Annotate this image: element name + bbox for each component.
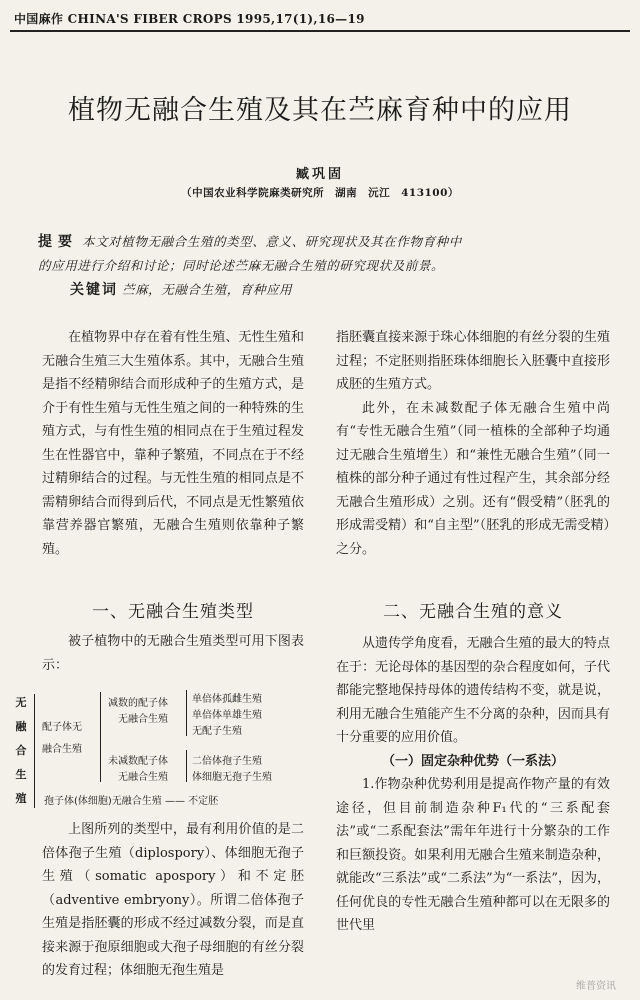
tree-reduced-2: 无融合生殖	[118, 714, 168, 725]
brace-unreduced	[186, 750, 187, 782]
paragraph-4: 1.作物杂种优势利用是提高作物产量的有效途径，但目前制造杂种F₁代的“三系配套法”或“二系配套法”需年年进行十分繁杂的工作和巨额投资。如果利用无融合生殖来制造杂种，就能改“三系法”或“二系法”为“一系法”，因为，任何优良的专性无融合生殖种都可以在无限多的世代里	[336, 777, 610, 933]
abstract	[38, 230, 598, 278]
paper-title: 植物无融合生殖及其在苎麻育种中的应用	[68, 95, 572, 126]
section-1-intro: 被子植物中的无融合生殖类型可用下图表示：	[42, 634, 304, 673]
keywords	[70, 278, 292, 302]
tree-unreduced-1: 未减数配子体	[108, 756, 168, 767]
author: 臧巩固	[295, 167, 344, 182]
brace-gametophytic	[100, 692, 101, 782]
intro-paragraph: 在植物界中存在着有性生殖、无性生殖和无融合生殖三大生殖体系。其中，无融合生殖是指不经精卵结合而形成种子的生殖方式，是介于有性生殖与无性生殖之间的一种特殊的生殖方式，与有性生殖的相同点在于生殖过程发生在性器官中，靠种子繁殖，不同点在于不经过精卵结合的过程。与无性生殖的相同点是不需精卵结合而得到后代，不同点是无性繁殖依靠营养器官繁殖，无融合生殖则依靠种子繁殖。	[42, 330, 304, 557]
keywords-label: 关键词	[70, 282, 118, 298]
tree-gametophytic-2: 融合生殖	[42, 744, 82, 755]
tree-root-char-5: 殖	[15, 792, 27, 805]
tree-diplospory: 二倍体孢子生殖	[192, 756, 262, 767]
continuation-paragraph: 指胚囊直接来源于珠心体细胞的有丝分裂的生殖过程；不定胚则指胚珠体细胞长入胚囊中直接形成胚的生殖方式。	[336, 330, 610, 392]
tree-sporophytic: 孢子体(体细胞)无融合生殖 —— 不定胚	[44, 796, 219, 807]
journal-header: 中国麻作 CHINA'S FIBER CROPS 1995,17(1),16—19	[14, 12, 365, 26]
tree-root-char-3: 合	[15, 744, 27, 757]
section-1-intro-block	[42, 630, 304, 677]
right-column-top	[336, 326, 610, 561]
keywords-text: 苎麻，无融合生殖，育种应用	[121, 282, 293, 297]
tree-haploid-female: 单倍体孤雌生殖	[192, 694, 262, 705]
left-column	[42, 326, 304, 561]
tree-root-char-4: 生	[15, 768, 27, 781]
tree-root-char-2: 融	[15, 720, 27, 733]
paragraph-2: 此外，在未减数配子体无融合生殖中尚有“专性无融合生殖”（同一植株的全部种子均通过无融合生殖增生）和“兼性无融合生殖”（同一植株的部分种子通过有性过程产生，其余部分经无融合生殖形成）之别。还有“假受精”（胚乳的形成需受精）和“自主型”（胚乳的形成无需受精）之分。	[336, 400, 610, 557]
tree-root-char-1: 无	[15, 696, 27, 709]
tree-somatic-apospory: 体细胞无孢子生殖	[192, 772, 272, 783]
after-tree-paragraph: 上图所列的类型中，最有利用价值的是二倍体孢子生殖（diplospory）、体细胞无孢子生殖（somatic apospory）和不定胚（adventive embryony）。所谓二倍体孢子生殖是指胚囊的形成不经过减数分裂，而是直接来源于孢原细胞或大孢子母细胞的有丝分裂的发育过程；体细胞无孢生殖是	[42, 822, 304, 978]
brace-reduced	[186, 690, 187, 736]
subsection-1-title: （一）固定杂种优势（一系法）	[381, 753, 564, 769]
watermark: 维普资讯	[576, 981, 616, 992]
abstract-text-2: 的应用进行介绍和讨论；同时论述苎麻无融合生殖的研究现状及前景。	[38, 258, 445, 273]
tree-reduced-1: 减数的配子体	[108, 698, 168, 709]
tree-gametophytic-1: 配子体无	[42, 722, 82, 733]
right-column-bottom	[336, 632, 610, 938]
header-rule	[10, 30, 630, 32]
paragraph-3: 从遗传学角度看，无融合生殖的最大的特点在于：无论母体的基因型的杂合程度如何，子代都能完整地保持母体的遗传结构不变，就是说，利用无融合生殖能产生不分离的杂种，因而具有十分重要的应用价值。	[336, 636, 610, 745]
section-1-title: 一、无融合生殖类型	[92, 602, 254, 622]
brace-root	[34, 694, 35, 808]
affiliation: （中国农业科学院麻类研究所 湖南 沅江 413100）	[181, 187, 459, 199]
abstract-text-1: 本文对植物无融合生殖的类型、意义、研究现状及其在作物育种中	[81, 234, 462, 249]
abstract-label: 提要	[38, 234, 78, 250]
tree-haploid-male: 单倍体单雄生殖	[192, 710, 262, 721]
tree-haploid-none: 无配子生殖	[192, 726, 242, 737]
section-2-title: 二、无融合生殖的意义	[383, 602, 563, 622]
tree-unreduced-2: 无融合生殖	[118, 772, 168, 783]
apomixis-type-diagram	[12, 688, 312, 814]
left-column-bottom	[42, 818, 304, 983]
